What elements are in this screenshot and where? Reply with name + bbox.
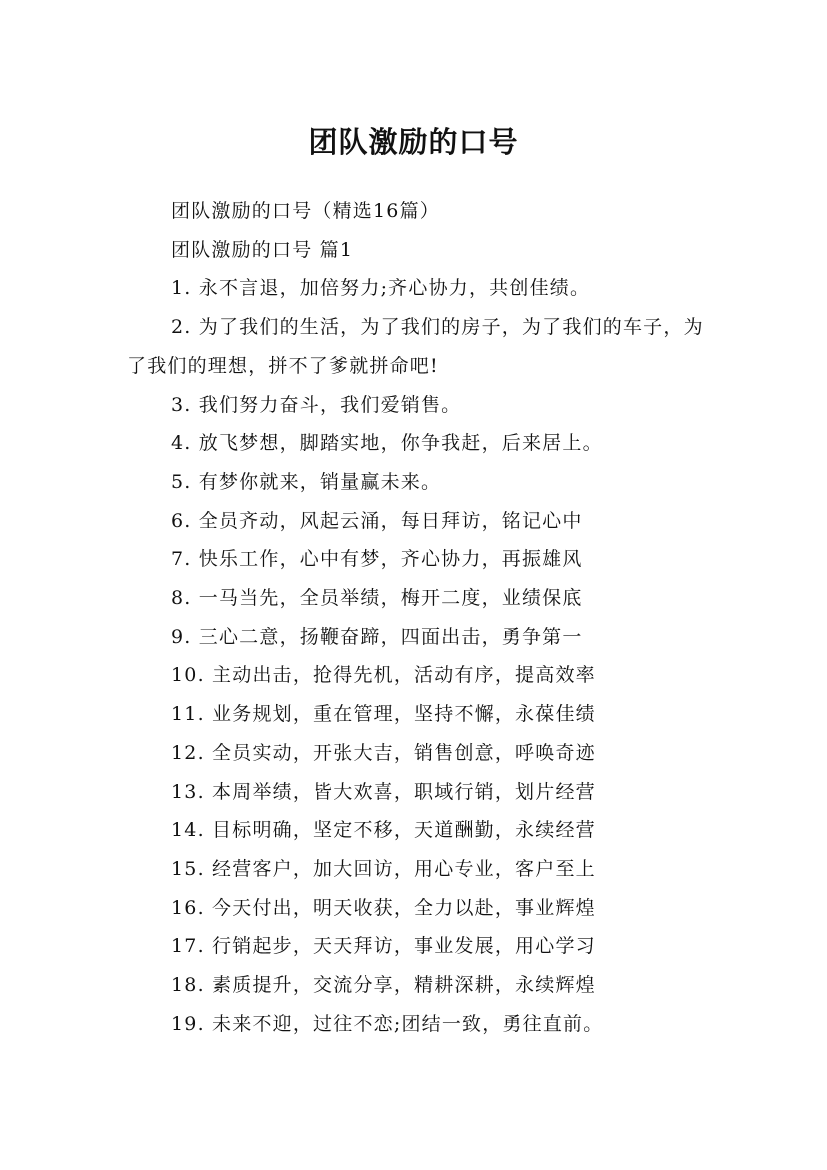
slogan-item: 16. 今天付出，明天收获，全力以赴，事业辉煌 xyxy=(171,896,596,919)
slogan-item: 18. 素质提升，交流分享，精耕深耕，永续辉煌 xyxy=(171,974,596,997)
slogan-item: 14. 目标明确，坚定不移，天道酬勤，永续经营 xyxy=(171,819,596,842)
slogan-item: 1. 永不言退，加倍努力;齐心协力，共创佳绩。 xyxy=(171,277,591,300)
slogan-item: 5. 有梦你就来，销量赢未来。 xyxy=(171,470,442,493)
slogan-item: 13. 本周举绩，皆大欢喜，职域行销，划片经营 xyxy=(171,780,596,803)
slogan-item: 7. 快乐工作，心中有梦，齐心协力，再振雄风 xyxy=(171,548,583,571)
slogan-item: 11. 业务规划，重在管理，坚持不懈，永葆佳绩 xyxy=(171,703,596,726)
slogan-item: 6. 全员齐动，风起云涌，每日拜访，铭记心中 xyxy=(171,509,583,532)
document-body xyxy=(127,192,707,1043)
slogan-item: 10. 主动出击，抢得先机，活动有序，提高效率 xyxy=(171,664,596,687)
slogan-item: 12. 全员实动，开张大吉，销售创意，呼唤奇迹 xyxy=(171,741,596,764)
slogan-item: 19. 未来不迎，过往不恋;团结一致，勇往直前。 xyxy=(171,1012,604,1035)
slogan-item: 4. 放飞梦想，脚踏实地，你争我赶，后来居上。 xyxy=(171,432,603,455)
paragraph-section-heading: 团队激励的口号 篇1 xyxy=(171,238,354,261)
slogan-item: 3. 我们努力奋斗，我们爱销售。 xyxy=(171,393,462,416)
slogan-item: 8. 一马当先，全员举绩，梅开二度，业绩保底 xyxy=(171,587,583,610)
slogan-item: 9. 三心二意，扬鞭奋蹄，四面出击，勇争第一 xyxy=(171,625,583,648)
paragraph-subtitle: 团队激励的口号（精选16篇） xyxy=(171,200,440,222)
document-title: 团队激励的口号 xyxy=(308,125,519,160)
slogan-item: 2. 为了我们的生活，为了我们的房子，为了我们的车子，为了我们的理想，拼不了爹就拼命吧! xyxy=(127,316,704,377)
slogan-item: 15. 经营客户，加大回访，用心专业，客户至上 xyxy=(171,857,596,880)
slogan-item: 17. 行销起步，天天拜访，事业发展，用心学习 xyxy=(171,935,596,958)
